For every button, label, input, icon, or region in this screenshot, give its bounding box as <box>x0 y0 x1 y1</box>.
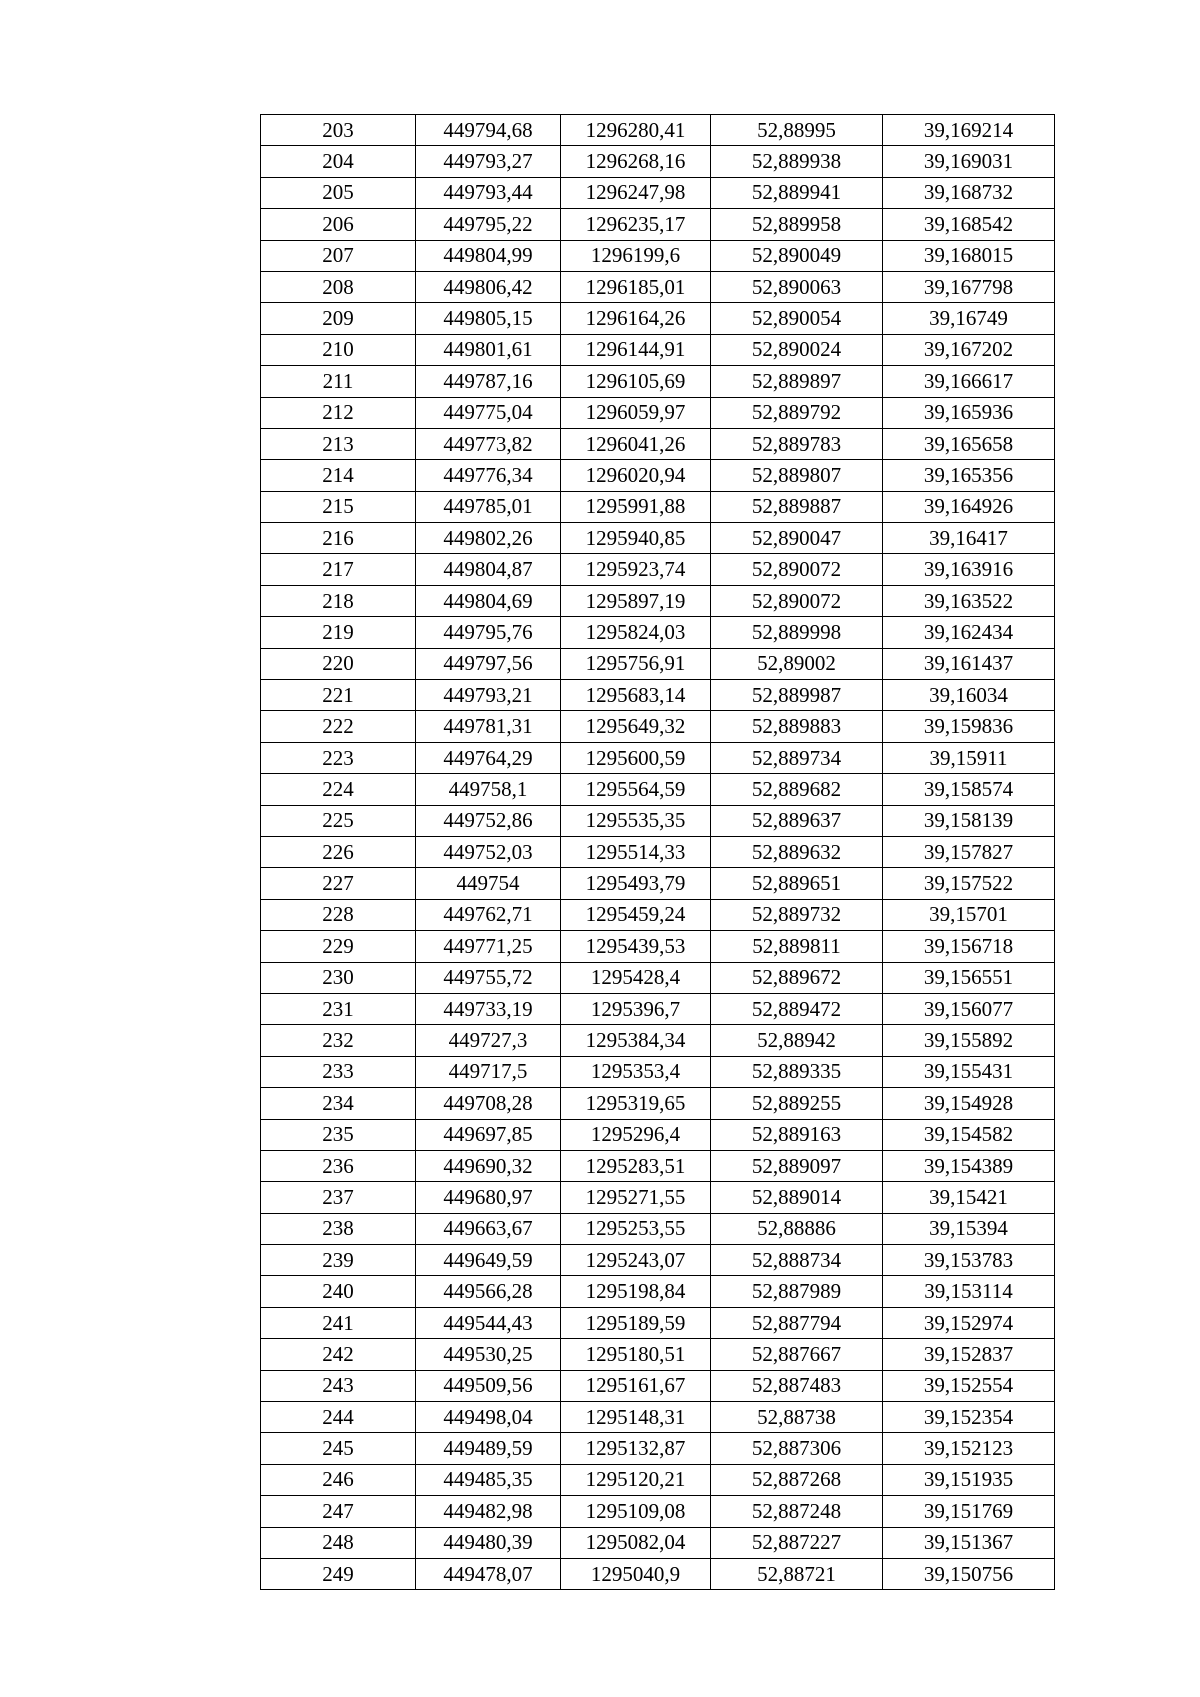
x-coordinate-cell: 449802,26 <box>416 523 561 554</box>
y-coordinate-cell: 1295923,74 <box>561 554 711 585</box>
point-number-cell: 219 <box>261 617 416 648</box>
longitude-cell: 39,165658 <box>883 428 1055 459</box>
table-row <box>261 1370 1055 1401</box>
x-coordinate-cell: 449793,44 <box>416 177 561 208</box>
latitude-cell: 52,890024 <box>711 334 883 365</box>
point-number-cell: 212 <box>261 397 416 428</box>
point-number-cell: 243 <box>261 1370 416 1401</box>
point-number-cell: 205 <box>261 177 416 208</box>
x-coordinate-cell: 449785,01 <box>416 491 561 522</box>
table-row <box>261 1025 1055 1056</box>
x-coordinate-cell: 449804,87 <box>416 554 561 585</box>
latitude-cell: 52,889958 <box>711 209 883 240</box>
longitude-cell: 39,161437 <box>883 648 1055 679</box>
y-coordinate-cell: 1295198,84 <box>561 1276 711 1307</box>
point-number-cell: 209 <box>261 303 416 334</box>
point-number-cell: 227 <box>261 868 416 899</box>
latitude-cell: 52,887794 <box>711 1307 883 1338</box>
x-coordinate-cell: 449794,68 <box>416 115 561 146</box>
point-number-cell: 237 <box>261 1182 416 1213</box>
x-coordinate-cell: 449690,32 <box>416 1150 561 1181</box>
latitude-cell: 52,88738 <box>711 1402 883 1433</box>
y-coordinate-cell: 1295683,14 <box>561 680 711 711</box>
table-row <box>261 711 1055 742</box>
x-coordinate-cell: 449509,56 <box>416 1370 561 1401</box>
point-number-cell: 245 <box>261 1433 416 1464</box>
point-number-cell: 221 <box>261 680 416 711</box>
latitude-cell: 52,888734 <box>711 1245 883 1276</box>
longitude-cell: 39,155431 <box>883 1056 1055 1087</box>
y-coordinate-cell: 1295271,55 <box>561 1182 711 1213</box>
table-row <box>261 334 1055 365</box>
longitude-cell: 39,163916 <box>883 554 1055 585</box>
x-coordinate-cell: 449680,97 <box>416 1182 561 1213</box>
x-coordinate-cell: 449795,76 <box>416 617 561 648</box>
latitude-cell: 52,887248 <box>711 1496 883 1527</box>
y-coordinate-cell: 1295296,4 <box>561 1119 711 1150</box>
longitude-cell: 39,158139 <box>883 805 1055 836</box>
point-number-cell: 210 <box>261 334 416 365</box>
table-row <box>261 805 1055 836</box>
longitude-cell: 39,154928 <box>883 1088 1055 1119</box>
y-coordinate-cell: 1295109,08 <box>561 1496 711 1527</box>
x-coordinate-cell: 449771,25 <box>416 931 561 962</box>
x-coordinate-cell: 449795,22 <box>416 209 561 240</box>
y-coordinate-cell: 1296059,97 <box>561 397 711 428</box>
latitude-cell: 52,889807 <box>711 460 883 491</box>
point-number-cell: 230 <box>261 962 416 993</box>
longitude-cell: 39,16749 <box>883 303 1055 334</box>
x-coordinate-cell: 449752,86 <box>416 805 561 836</box>
longitude-cell: 39,155892 <box>883 1025 1055 1056</box>
table-row <box>261 1150 1055 1181</box>
point-number-cell: 240 <box>261 1276 416 1307</box>
point-number-cell: 244 <box>261 1402 416 1433</box>
point-number-cell: 248 <box>261 1527 416 1558</box>
y-coordinate-cell: 1295319,65 <box>561 1088 711 1119</box>
latitude-cell: 52,889987 <box>711 680 883 711</box>
point-number-cell: 249 <box>261 1558 416 1589</box>
table-row <box>261 1056 1055 1087</box>
longitude-cell: 39,157522 <box>883 868 1055 899</box>
point-number-cell: 207 <box>261 240 416 271</box>
coordinates-table <box>260 114 1055 1590</box>
longitude-cell: 39,168732 <box>883 177 1055 208</box>
table-row <box>261 774 1055 805</box>
table-row <box>261 1496 1055 1527</box>
longitude-cell: 39,157827 <box>883 836 1055 867</box>
latitude-cell: 52,890054 <box>711 303 883 334</box>
longitude-cell: 39,15911 <box>883 742 1055 773</box>
table-row <box>261 1527 1055 1558</box>
longitude-cell: 39,152554 <box>883 1370 1055 1401</box>
point-number-cell: 204 <box>261 146 416 177</box>
x-coordinate-cell: 449801,61 <box>416 334 561 365</box>
point-number-cell: 246 <box>261 1464 416 1495</box>
point-number-cell: 224 <box>261 774 416 805</box>
x-coordinate-cell: 449485,35 <box>416 1464 561 1495</box>
y-coordinate-cell: 1296247,98 <box>561 177 711 208</box>
table-row <box>261 523 1055 554</box>
table-row <box>261 366 1055 397</box>
x-coordinate-cell: 449764,29 <box>416 742 561 773</box>
y-coordinate-cell: 1295040,9 <box>561 1558 711 1589</box>
latitude-cell: 52,889734 <box>711 742 883 773</box>
longitude-cell: 39,168015 <box>883 240 1055 271</box>
point-number-cell: 236 <box>261 1150 416 1181</box>
x-coordinate-cell: 449489,59 <box>416 1433 561 1464</box>
latitude-cell: 52,88995 <box>711 115 883 146</box>
y-coordinate-cell: 1296164,26 <box>561 303 711 334</box>
coordinates-table-body <box>261 115 1055 1590</box>
longitude-cell: 39,159836 <box>883 711 1055 742</box>
y-coordinate-cell: 1295564,59 <box>561 774 711 805</box>
table-row <box>261 836 1055 867</box>
x-coordinate-cell: 449498,04 <box>416 1402 561 1433</box>
table-row <box>261 1464 1055 1495</box>
y-coordinate-cell: 1295459,24 <box>561 899 711 930</box>
x-coordinate-cell: 449773,82 <box>416 428 561 459</box>
longitude-cell: 39,16417 <box>883 523 1055 554</box>
y-coordinate-cell: 1296268,16 <box>561 146 711 177</box>
y-coordinate-cell: 1295396,7 <box>561 993 711 1024</box>
y-coordinate-cell: 1295132,87 <box>561 1433 711 1464</box>
longitude-cell: 39,150756 <box>883 1558 1055 1589</box>
x-coordinate-cell: 449752,03 <box>416 836 561 867</box>
longitude-cell: 39,165936 <box>883 397 1055 428</box>
latitude-cell: 52,889632 <box>711 836 883 867</box>
latitude-cell: 52,88942 <box>711 1025 883 1056</box>
latitude-cell: 52,890047 <box>711 523 883 554</box>
table-row <box>261 209 1055 240</box>
x-coordinate-cell: 449781,31 <box>416 711 561 742</box>
table-row <box>261 1433 1055 1464</box>
longitude-cell: 39,15701 <box>883 899 1055 930</box>
table-row <box>261 1213 1055 1244</box>
point-number-cell: 214 <box>261 460 416 491</box>
x-coordinate-cell: 449727,3 <box>416 1025 561 1056</box>
x-coordinate-cell: 449797,56 <box>416 648 561 679</box>
latitude-cell: 52,889811 <box>711 931 883 962</box>
table-row <box>261 899 1055 930</box>
latitude-cell: 52,890072 <box>711 585 883 616</box>
y-coordinate-cell: 1295189,59 <box>561 1307 711 1338</box>
table-row <box>261 931 1055 962</box>
table-row <box>261 1119 1055 1150</box>
table-row <box>261 1182 1055 1213</box>
longitude-cell: 39,169031 <box>883 146 1055 177</box>
x-coordinate-cell: 449733,19 <box>416 993 561 1024</box>
x-coordinate-cell: 449793,27 <box>416 146 561 177</box>
table-row <box>261 993 1055 1024</box>
x-coordinate-cell: 449649,59 <box>416 1245 561 1276</box>
y-coordinate-cell: 1295428,4 <box>561 962 711 993</box>
table-row <box>261 397 1055 428</box>
table-row <box>261 1402 1055 1433</box>
longitude-cell: 39,151367 <box>883 1527 1055 1558</box>
y-coordinate-cell: 1295940,85 <box>561 523 711 554</box>
longitude-cell: 39,164926 <box>883 491 1055 522</box>
y-coordinate-cell: 1295243,07 <box>561 1245 711 1276</box>
x-coordinate-cell: 449804,69 <box>416 585 561 616</box>
y-coordinate-cell: 1295161,67 <box>561 1370 711 1401</box>
latitude-cell: 52,890049 <box>711 240 883 271</box>
latitude-cell: 52,889163 <box>711 1119 883 1150</box>
longitude-cell: 39,158574 <box>883 774 1055 805</box>
x-coordinate-cell: 449754 <box>416 868 561 899</box>
x-coordinate-cell: 449762,71 <box>416 899 561 930</box>
longitude-cell: 39,151769 <box>883 1496 1055 1527</box>
point-number-cell: 242 <box>261 1339 416 1370</box>
x-coordinate-cell: 449793,21 <box>416 680 561 711</box>
point-number-cell: 213 <box>261 428 416 459</box>
y-coordinate-cell: 1295148,31 <box>561 1402 711 1433</box>
point-number-cell: 229 <box>261 931 416 962</box>
y-coordinate-cell: 1295600,59 <box>561 742 711 773</box>
longitude-cell: 39,156551 <box>883 962 1055 993</box>
y-coordinate-cell: 1296020,94 <box>561 460 711 491</box>
longitude-cell: 39,15421 <box>883 1182 1055 1213</box>
y-coordinate-cell: 1295120,21 <box>561 1464 711 1495</box>
longitude-cell: 39,162434 <box>883 617 1055 648</box>
table-row <box>261 680 1055 711</box>
latitude-cell: 52,889783 <box>711 428 883 459</box>
x-coordinate-cell: 449480,39 <box>416 1527 561 1558</box>
table-row <box>261 1245 1055 1276</box>
table-row <box>261 1339 1055 1370</box>
x-coordinate-cell: 449697,85 <box>416 1119 561 1150</box>
y-coordinate-cell: 1296185,01 <box>561 271 711 302</box>
point-number-cell: 217 <box>261 554 416 585</box>
x-coordinate-cell: 449755,72 <box>416 962 561 993</box>
table-row <box>261 554 1055 585</box>
x-coordinate-cell: 449530,25 <box>416 1339 561 1370</box>
latitude-cell: 52,889637 <box>711 805 883 836</box>
longitude-cell: 39,165356 <box>883 460 1055 491</box>
point-number-cell: 225 <box>261 805 416 836</box>
y-coordinate-cell: 1295180,51 <box>561 1339 711 1370</box>
y-coordinate-cell: 1296144,91 <box>561 334 711 365</box>
point-number-cell: 216 <box>261 523 416 554</box>
y-coordinate-cell: 1295514,33 <box>561 836 711 867</box>
y-coordinate-cell: 1295535,35 <box>561 805 711 836</box>
table-row <box>261 868 1055 899</box>
y-coordinate-cell: 1296280,41 <box>561 115 711 146</box>
longitude-cell: 39,167798 <box>883 271 1055 302</box>
latitude-cell: 52,889941 <box>711 177 883 208</box>
longitude-cell: 39,153114 <box>883 1276 1055 1307</box>
longitude-cell: 39,163522 <box>883 585 1055 616</box>
table-row <box>261 146 1055 177</box>
latitude-cell: 52,88721 <box>711 1558 883 1589</box>
y-coordinate-cell: 1295493,79 <box>561 868 711 899</box>
table-row <box>261 1307 1055 1338</box>
table-row <box>261 303 1055 334</box>
latitude-cell: 52,889014 <box>711 1182 883 1213</box>
longitude-cell: 39,156077 <box>883 993 1055 1024</box>
y-coordinate-cell: 1295756,91 <box>561 648 711 679</box>
table-row <box>261 1558 1055 1589</box>
y-coordinate-cell: 1296235,17 <box>561 209 711 240</box>
longitude-cell: 39,151935 <box>883 1464 1055 1495</box>
latitude-cell: 52,889938 <box>711 146 883 177</box>
longitude-cell: 39,166617 <box>883 366 1055 397</box>
latitude-cell: 52,889651 <box>711 868 883 899</box>
x-coordinate-cell: 449804,99 <box>416 240 561 271</box>
x-coordinate-cell: 449806,42 <box>416 271 561 302</box>
table-row <box>261 742 1055 773</box>
x-coordinate-cell: 449663,67 <box>416 1213 561 1244</box>
y-coordinate-cell: 1295897,19 <box>561 585 711 616</box>
longitude-cell: 39,152837 <box>883 1339 1055 1370</box>
latitude-cell: 52,89002 <box>711 648 883 679</box>
y-coordinate-cell: 1295649,32 <box>561 711 711 742</box>
latitude-cell: 52,889682 <box>711 774 883 805</box>
point-number-cell: 223 <box>261 742 416 773</box>
longitude-cell: 39,154389 <box>883 1150 1055 1181</box>
point-number-cell: 215 <box>261 491 416 522</box>
table-row <box>261 648 1055 679</box>
x-coordinate-cell: 449544,43 <box>416 1307 561 1338</box>
latitude-cell: 52,889672 <box>711 962 883 993</box>
table-row <box>261 962 1055 993</box>
point-number-cell: 247 <box>261 1496 416 1527</box>
latitude-cell: 52,889732 <box>711 899 883 930</box>
latitude-cell: 52,887268 <box>711 1464 883 1495</box>
y-coordinate-cell: 1295283,51 <box>561 1150 711 1181</box>
x-coordinate-cell: 449482,98 <box>416 1496 561 1527</box>
table-row <box>261 271 1055 302</box>
x-coordinate-cell: 449566,28 <box>416 1276 561 1307</box>
x-coordinate-cell: 449787,16 <box>416 366 561 397</box>
latitude-cell: 52,887227 <box>711 1527 883 1558</box>
point-number-cell: 238 <box>261 1213 416 1244</box>
x-coordinate-cell: 449758,1 <box>416 774 561 805</box>
point-number-cell: 241 <box>261 1307 416 1338</box>
latitude-cell: 52,88886 <box>711 1213 883 1244</box>
x-coordinate-cell: 449708,28 <box>416 1088 561 1119</box>
x-coordinate-cell: 449717,5 <box>416 1056 561 1087</box>
latitude-cell: 52,890072 <box>711 554 883 585</box>
latitude-cell: 52,887483 <box>711 1370 883 1401</box>
longitude-cell: 39,152354 <box>883 1402 1055 1433</box>
latitude-cell: 52,889097 <box>711 1150 883 1181</box>
table-row <box>261 115 1055 146</box>
x-coordinate-cell: 449805,15 <box>416 303 561 334</box>
y-coordinate-cell: 1295439,53 <box>561 931 711 962</box>
longitude-cell: 39,167202 <box>883 334 1055 365</box>
latitude-cell: 52,890063 <box>711 271 883 302</box>
latitude-cell: 52,887989 <box>711 1276 883 1307</box>
longitude-cell: 39,152974 <box>883 1307 1055 1338</box>
point-number-cell: 232 <box>261 1025 416 1056</box>
point-number-cell: 218 <box>261 585 416 616</box>
longitude-cell: 39,154582 <box>883 1119 1055 1150</box>
point-number-cell: 239 <box>261 1245 416 1276</box>
point-number-cell: 226 <box>261 836 416 867</box>
point-number-cell: 235 <box>261 1119 416 1150</box>
point-number-cell: 233 <box>261 1056 416 1087</box>
point-number-cell: 222 <box>261 711 416 742</box>
latitude-cell: 52,889792 <box>711 397 883 428</box>
y-coordinate-cell: 1295384,34 <box>561 1025 711 1056</box>
longitude-cell: 39,152123 <box>883 1433 1055 1464</box>
point-number-cell: 208 <box>261 271 416 302</box>
latitude-cell: 52,887667 <box>711 1339 883 1370</box>
table-row <box>261 177 1055 208</box>
y-coordinate-cell: 1296041,26 <box>561 428 711 459</box>
table-row <box>261 460 1055 491</box>
longitude-cell: 39,15394 <box>883 1213 1055 1244</box>
latitude-cell: 52,889335 <box>711 1056 883 1087</box>
latitude-cell: 52,889887 <box>711 491 883 522</box>
x-coordinate-cell: 449478,07 <box>416 1558 561 1589</box>
table-row <box>261 1088 1055 1119</box>
longitude-cell: 39,169214 <box>883 115 1055 146</box>
table-row <box>261 1276 1055 1307</box>
latitude-cell: 52,889897 <box>711 366 883 397</box>
point-number-cell: 234 <box>261 1088 416 1119</box>
latitude-cell: 52,889883 <box>711 711 883 742</box>
longitude-cell: 39,153783 <box>883 1245 1055 1276</box>
latitude-cell: 52,887306 <box>711 1433 883 1464</box>
longitude-cell: 39,16034 <box>883 680 1055 711</box>
table-row <box>261 491 1055 522</box>
point-number-cell: 220 <box>261 648 416 679</box>
latitude-cell: 52,889255 <box>711 1088 883 1119</box>
point-number-cell: 231 <box>261 993 416 1024</box>
y-coordinate-cell: 1295824,03 <box>561 617 711 648</box>
table-row <box>261 240 1055 271</box>
point-number-cell: 206 <box>261 209 416 240</box>
point-number-cell: 228 <box>261 899 416 930</box>
y-coordinate-cell: 1295991,88 <box>561 491 711 522</box>
y-coordinate-cell: 1296199,6 <box>561 240 711 271</box>
longitude-cell: 39,168542 <box>883 209 1055 240</box>
point-number-cell: 211 <box>261 366 416 397</box>
longitude-cell: 39,156718 <box>883 931 1055 962</box>
table-row <box>261 617 1055 648</box>
y-coordinate-cell: 1295353,4 <box>561 1056 711 1087</box>
latitude-cell: 52,889998 <box>711 617 883 648</box>
latitude-cell: 52,889472 <box>711 993 883 1024</box>
y-coordinate-cell: 1296105,69 <box>561 366 711 397</box>
x-coordinate-cell: 449776,34 <box>416 460 561 491</box>
y-coordinate-cell: 1295082,04 <box>561 1527 711 1558</box>
y-coordinate-cell: 1295253,55 <box>561 1213 711 1244</box>
x-coordinate-cell: 449775,04 <box>416 397 561 428</box>
table-row <box>261 585 1055 616</box>
table-row <box>261 428 1055 459</box>
point-number-cell: 203 <box>261 115 416 146</box>
